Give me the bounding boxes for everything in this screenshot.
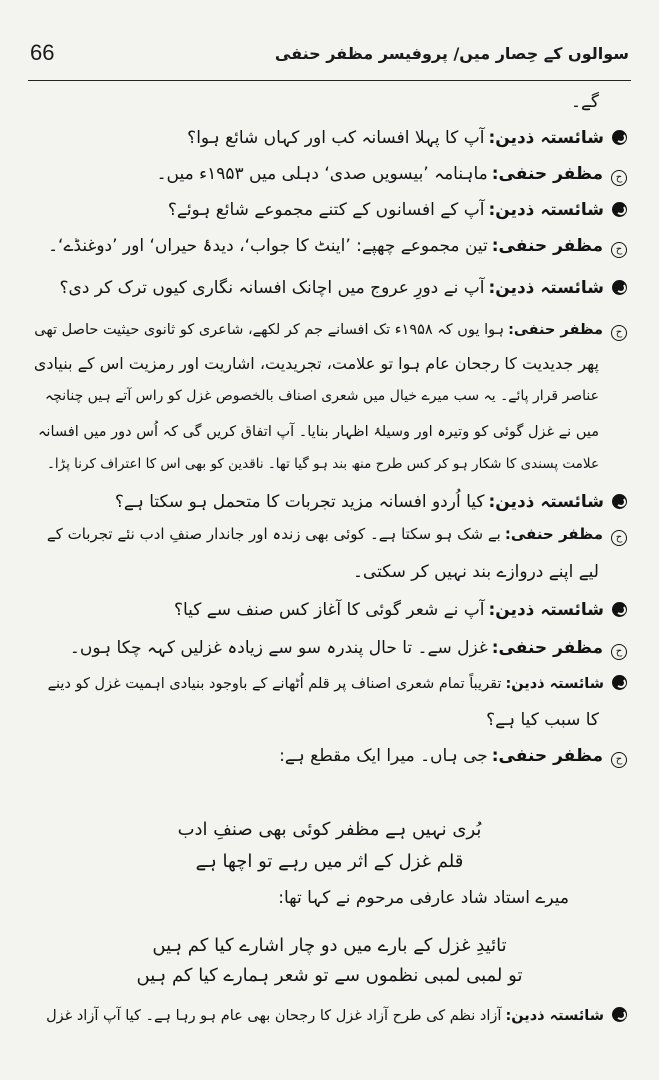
answer-line xyxy=(32,522,627,546)
speaker-name: شائستہ ذدین: xyxy=(488,200,604,220)
answer-mark-icon: ح xyxy=(611,325,627,341)
question-bullet-icon xyxy=(612,1007,627,1022)
answer-mark-icon: ح xyxy=(611,752,627,768)
paragraph-text: گے۔ xyxy=(570,92,599,112)
question-bullet-icon xyxy=(612,675,627,690)
question-line xyxy=(32,198,627,222)
question-text: کیا اُردو افسانہ مزید تجربات کا متحمل ہو سکتا ہے؟ xyxy=(114,492,485,512)
speaker-name: شائستہ ذدین: xyxy=(488,128,604,148)
question-line xyxy=(32,1004,627,1028)
speaker-name: مظفر حنفی: xyxy=(491,746,603,766)
verse-line: تائیدِ غزل کے بارے میں دو چار اشارے کیا کم ہیں xyxy=(152,935,507,956)
answer-mark-icon: ح xyxy=(611,530,627,546)
speaker-name: شائستہ ذدین: xyxy=(505,1008,604,1024)
question-bullet-icon xyxy=(612,494,627,509)
answer-text: ماہنامہ ’بیسویں صدی‘ دہلی میں ۱۹۵۳ء میں۔ xyxy=(156,164,488,184)
speaker-name: شائستہ ذدین: xyxy=(488,492,604,512)
verse-line: تو لمبی لمبی نظموں سے تو شعر ہمارے کیا کم ہیں xyxy=(136,965,523,986)
text-line xyxy=(32,708,599,732)
question-text: آزاد نظم کی طرح آزاد غزل کا رجحان بھی عام ہو رہا ہے۔ کیا آپ آزاد غزل xyxy=(46,1008,502,1024)
paragraph-text: عناصر قرار پائے۔ یہ سب میرے خیال میں شعری اصناف بالخصوص غزل کو راس آتے ہیں چنانچہ xyxy=(44,388,599,404)
question-line xyxy=(32,276,627,300)
answer-line xyxy=(32,234,627,258)
question-text: تقریباً تمام شعری اصناف پر قلم اُٹھانے کے باوجود بنیادی اہمیت غزل کو دینے xyxy=(47,676,502,692)
speaker-name: مظفر حنفی: xyxy=(491,236,603,256)
question-text: آپ نے شعر گوئی کا آغاز کس صنف سے کیا؟ xyxy=(173,600,485,620)
question-bullet-icon xyxy=(612,130,627,145)
answer-mark-icon: ح xyxy=(611,242,627,258)
question-text: آپ نے دورِ عروج میں اچانک افسانہ نگاری کیوں ترک کر دی؟ xyxy=(59,278,485,298)
answer-text: غزل سے۔ تا حال پندرہ سو سے زیادہ غزلیں کہہ چکا ہوں۔ xyxy=(69,638,488,658)
speaker-name: شائستہ ذدین: xyxy=(488,278,604,298)
question-text: آپ کے افسانوں کے کتنے مجموعے شائع ہوئے؟ xyxy=(167,200,485,220)
answer-line xyxy=(32,744,627,768)
text-line xyxy=(32,420,599,444)
text-line xyxy=(32,452,599,476)
question-text: آپ کا پہلا افسانہ کب اور کہاں شائع ہوا؟ xyxy=(187,128,485,148)
answer-line xyxy=(32,162,627,186)
header-rule xyxy=(28,80,631,81)
verse-line: بُری نہیں ہے مظفر کوئی بھی صنفِ ادب xyxy=(177,819,482,840)
speaker-name: مظفر حنفی: xyxy=(491,164,603,184)
question-line xyxy=(32,672,627,696)
speaker-name: مظفر حنفی: xyxy=(504,525,603,543)
text-line xyxy=(32,90,599,114)
paragraph-text: پھر جدیدیت کا رجحان عام ہوا تو علامت، تجریدیت، اشاریت اور رمزیت اس کے بنیادی xyxy=(33,354,599,373)
answer-line xyxy=(32,636,627,660)
speaker-name: شائستہ ذدین: xyxy=(505,676,604,692)
page-number: 66 xyxy=(30,40,55,65)
answer-text: بے شک ہو سکتا ہے۔ کوئی بھی زندہ اور جاندار صنفِ ادب نئے تجربات کے xyxy=(46,525,501,543)
answer-text: تین مجموعے چھپے: ’اینٹ کا جواب‘، دیدۂ حیراں‘ اور ’دوغنڈے‘۔ xyxy=(48,236,488,256)
running-title: سوالوں کے حِصار میں/ پروفیسر مظفر حنفی xyxy=(274,44,629,63)
question-bullet-icon xyxy=(612,280,627,295)
speaker-name: مظفر حنفی: xyxy=(508,322,603,338)
paragraph-text: کا سبب کیا ہے؟ xyxy=(486,710,599,730)
question-line xyxy=(32,126,627,150)
speaker-name: مظفر حنفی: xyxy=(491,638,603,658)
answer-mark-icon: ح xyxy=(611,170,627,186)
question-bullet-icon xyxy=(612,602,627,617)
question-line xyxy=(32,598,627,622)
answer-mark-icon: ح xyxy=(611,644,627,660)
page-header xyxy=(0,0,659,90)
answer-line xyxy=(32,318,627,342)
paragraph-text: میں نے غزل گوئی کو وتیرہ اور وسیلۂ اظہار بنایا۔ آپ اتفاق کریں گی کہ اُس دور میں افسانہ xyxy=(37,424,599,440)
paragraph-text: لیے اپنے دروازے بند نہیں کر سکتی۔ xyxy=(352,562,599,582)
text-line xyxy=(32,384,599,408)
verse-line: قلم غزل کے اثر میں رہے تو اچھا ہے xyxy=(195,851,464,872)
text-line xyxy=(32,352,599,376)
answer-text: جی ہاں۔ میرا ایک مقطع ہے: xyxy=(279,746,488,766)
question-bullet-icon xyxy=(612,202,627,217)
question-line xyxy=(32,490,627,514)
quote-intro: میرے استاد شاد عارفی مرحوم نے کہا تھا: xyxy=(278,888,569,908)
speaker-name: شائستہ ذدین: xyxy=(488,600,604,620)
text-line xyxy=(32,560,599,584)
paragraph-text: علامت پسندی کا شکار ہو کر کس طرح منھ بند ہو گیا تھا۔ ناقدین کو بھی اس کا اعتراف کرنا پڑا۔ xyxy=(47,456,599,472)
answer-text: ہوا یوں کہ ۱۹۵۸ء تک افسانے جم کر لکھے، شاعری کو ثانوی حیثیت حاصل تھی xyxy=(34,322,505,338)
